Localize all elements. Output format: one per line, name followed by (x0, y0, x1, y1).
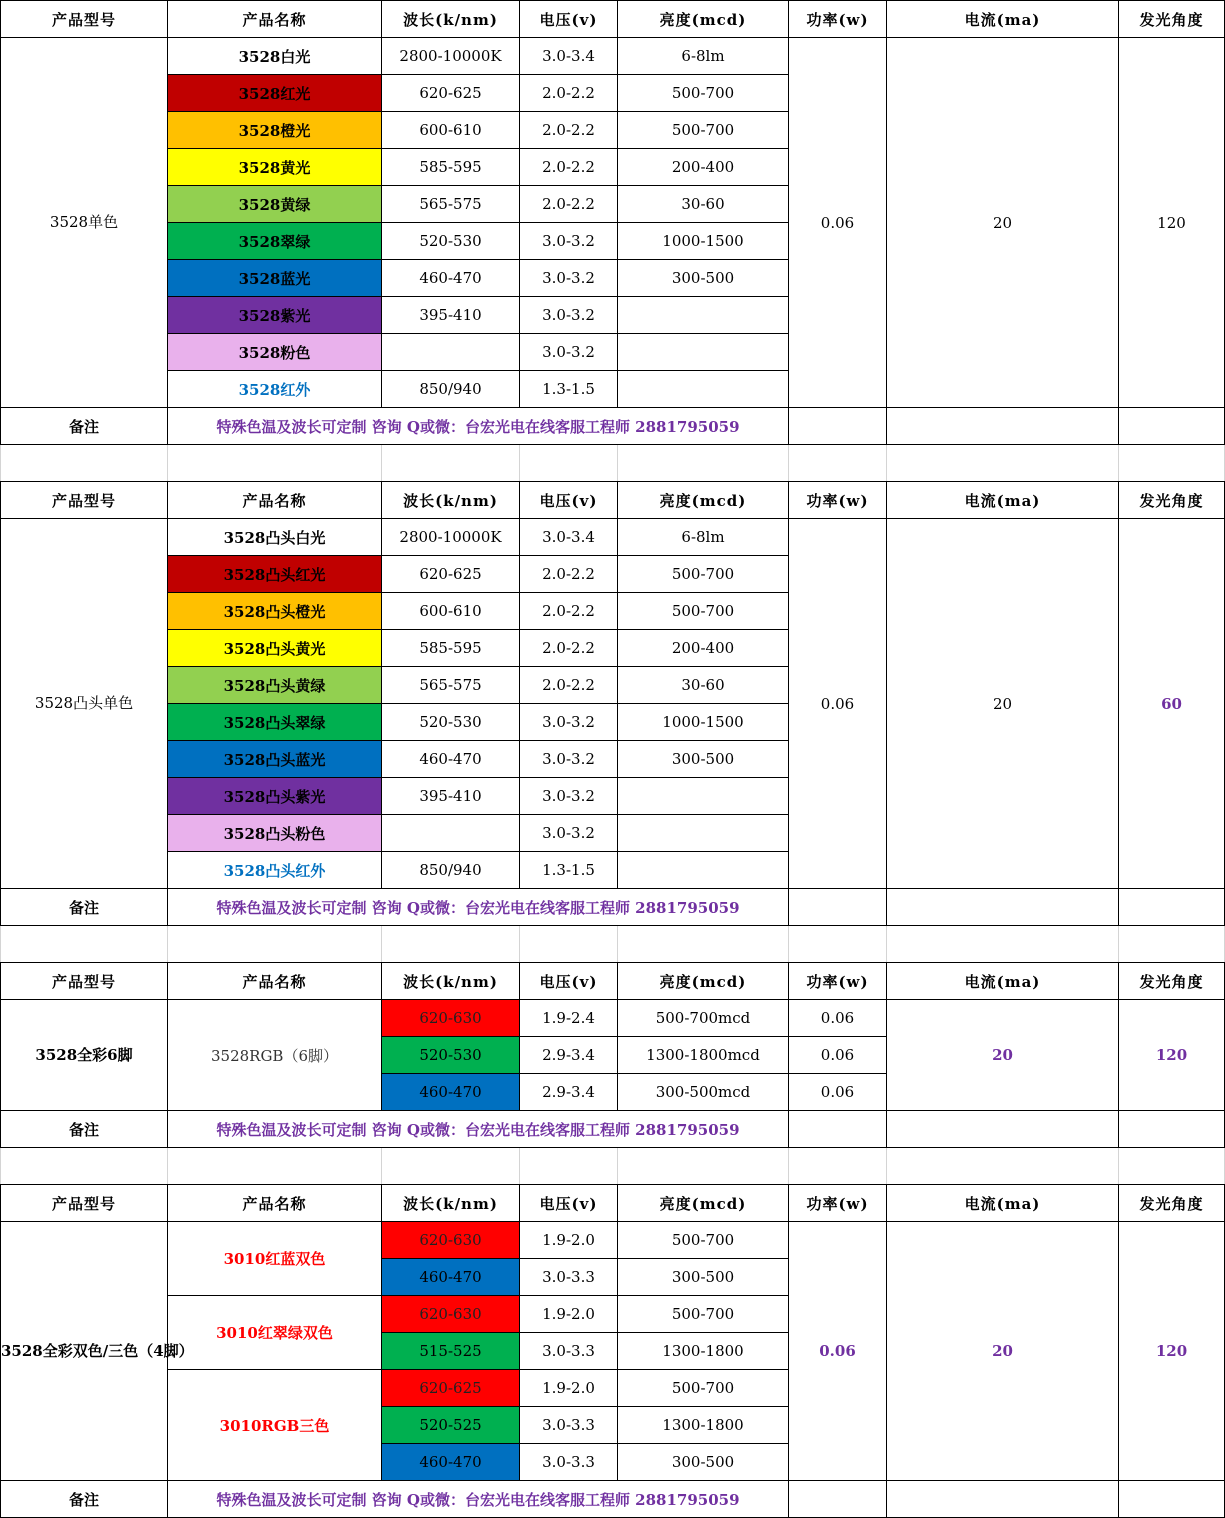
product-name[interactable]: 3528凸头橙光 (168, 593, 382, 630)
voltage-cell[interactable]: 3.0-3.3 (520, 1407, 618, 1444)
header-wavelength[interactable]: 波长(k/nm) (382, 963, 520, 1000)
brightness-cell[interactable] (618, 815, 789, 852)
voltage-cell[interactable]: 1.9-2.0 (520, 1222, 618, 1259)
header-voltage[interactable]: 电压(v) (520, 1185, 618, 1222)
voltage-cell[interactable]: 1.9-2.4 (520, 1000, 618, 1037)
header-current[interactable]: 电流(ma) (887, 1185, 1119, 1222)
header-power[interactable]: 功率(w) (789, 482, 887, 519)
product-name[interactable]: 3528橙光 (168, 112, 382, 149)
remark-text[interactable]: 特殊色温及波长可定制 咨询 Q或微：台宏光电在线客服工程师 2881795059 (168, 1481, 789, 1518)
cell[interactable] (789, 889, 887, 926)
wavelength-cell[interactable]: 460-470 (382, 1444, 520, 1481)
product-name[interactable]: 3528RGB（6脚） (168, 1000, 382, 1111)
wavelength-cell[interactable]: 620-625 (382, 75, 520, 112)
voltage-cell[interactable]: 3.0-3.2 (520, 223, 618, 260)
wavelength-cell[interactable]: 520-525 (382, 1407, 520, 1444)
voltage-cell[interactable]: 2.0-2.2 (520, 556, 618, 593)
voltage-cell[interactable]: 1.9-2.0 (520, 1296, 618, 1333)
brightness-cell[interactable] (618, 852, 789, 889)
empty-cell[interactable] (618, 445, 789, 482)
wavelength-cell[interactable]: 620-630 (382, 1296, 520, 1333)
wavelength-cell[interactable]: 850/940 (382, 852, 520, 889)
voltage-cell[interactable]: 3.0-3.3 (520, 1444, 618, 1481)
product-name[interactable]: 3528黄光 (168, 149, 382, 186)
brightness-cell[interactable]: 300-500mcd (618, 1074, 789, 1111)
header-power[interactable]: 功率(w) (789, 1, 887, 38)
brightness-cell[interactable]: 500-700 (618, 593, 789, 630)
voltage-cell[interactable]: 1.9-2.0 (520, 1370, 618, 1407)
wavelength-cell[interactable]: 600-610 (382, 593, 520, 630)
wavelength-cell[interactable]: 520-530 (382, 1037, 520, 1074)
header-model[interactable]: 产品型号 (1, 1185, 168, 1222)
wavelength-cell[interactable]: 565-575 (382, 186, 520, 223)
header-brightness[interactable]: 亮度(mcd) (618, 963, 789, 1000)
product-name[interactable]: 3528凸头蓝光 (168, 741, 382, 778)
power-cell[interactable]: 0.06 (789, 38, 887, 408)
product-name[interactable]: 3528红外 (168, 371, 382, 408)
empty-cell[interactable] (382, 926, 520, 963)
header-model[interactable]: 产品型号 (1, 1, 168, 38)
voltage-cell[interactable]: 3.0-3.2 (520, 260, 618, 297)
voltage-cell[interactable]: 2.9-3.4 (520, 1037, 618, 1074)
product-name[interactable]: 3528翠绿 (168, 223, 382, 260)
brightness-cell[interactable]: 300-500 (618, 1444, 789, 1481)
remark-row (1, 408, 1225, 445)
voltage-cell[interactable]: 2.9-3.4 (520, 1074, 618, 1111)
header-brightness[interactable]: 亮度(mcd) (618, 1185, 789, 1222)
voltage-cell[interactable]: 3.0-3.4 (520, 519, 618, 556)
empty-cell[interactable] (1, 1148, 168, 1185)
header-model[interactable]: 产品型号 (1, 963, 168, 1000)
voltage-cell[interactable]: 1.3-1.5 (520, 371, 618, 408)
header-wavelength[interactable]: 波长(k/nm) (382, 1, 520, 38)
voltage-cell[interactable]: 3.0-3.2 (520, 297, 618, 334)
voltage-cell[interactable]: 3.0-3.3 (520, 1259, 618, 1296)
voltage-cell[interactable]: 2.0-2.2 (520, 630, 618, 667)
brightness-cell[interactable]: 1000-1500 (618, 223, 789, 260)
empty-cell[interactable] (789, 1148, 887, 1185)
header-power[interactable]: 功率(w) (789, 963, 887, 1000)
header-row (1, 963, 1225, 1000)
brightness-cell[interactable]: 200-400 (618, 630, 789, 667)
cell[interactable] (887, 408, 1119, 445)
power-cell[interactable]: 0.06 (789, 1222, 887, 1481)
remark-text[interactable]: 特殊色温及波长可定制 咨询 Q或微：台宏光电在线客服工程师 2881795059 (168, 1111, 789, 1148)
brightness-cell[interactable]: 500-700 (618, 75, 789, 112)
empty-cell[interactable] (887, 445, 1119, 482)
empty-cell[interactable] (382, 445, 520, 482)
header-current[interactable]: 电流(ma) (887, 482, 1119, 519)
power-cell[interactable]: 0.06 (789, 1000, 887, 1037)
empty-cell[interactable] (618, 1148, 789, 1185)
wavelength-cell[interactable]: 585-595 (382, 149, 520, 186)
cell[interactable] (1119, 1481, 1225, 1518)
empty-cell[interactable] (1, 926, 168, 963)
wavelength-cell[interactable]: 585-595 (382, 630, 520, 667)
header-current[interactable]: 电流(ma) (887, 963, 1119, 1000)
header-name[interactable]: 产品名称 (168, 482, 382, 519)
header-model[interactable]: 产品型号 (1, 482, 168, 519)
product-name[interactable]: 3528粉色 (168, 334, 382, 371)
empty-cell[interactable] (887, 1148, 1119, 1185)
brightness-cell[interactable]: 1300-1800mcd (618, 1037, 789, 1074)
header-brightness[interactable]: 亮度(mcd) (618, 482, 789, 519)
header-angle[interactable]: 发光角度 (1119, 482, 1225, 519)
header-power[interactable]: 功率(w) (789, 1185, 887, 1222)
voltage-cell[interactable]: 3.0-3.3 (520, 1333, 618, 1370)
empty-cell[interactable] (618, 926, 789, 963)
header-name[interactable]: 产品名称 (168, 1185, 382, 1222)
brightness-cell[interactable]: 300-500 (618, 741, 789, 778)
brightness-cell[interactable] (618, 334, 789, 371)
wavelength-cell[interactable]: 460-470 (382, 1074, 520, 1111)
header-current[interactable]: 电流(ma) (887, 1, 1119, 38)
table-row (1, 519, 1225, 556)
table-row (1, 38, 1225, 75)
wavelength-cell[interactable]: 620-625 (382, 1370, 520, 1407)
brightness-cell[interactable] (618, 778, 789, 815)
wavelength-cell[interactable]: 620-630 (382, 1222, 520, 1259)
header-name[interactable]: 产品名称 (168, 1, 382, 38)
product-name[interactable]: 3010RGB三色 (168, 1370, 382, 1481)
wavelength-cell[interactable]: 565-575 (382, 667, 520, 704)
empty-cell[interactable] (1119, 445, 1225, 482)
empty-cell[interactable] (520, 1148, 618, 1185)
voltage-cell[interactable]: 2.0-2.2 (520, 186, 618, 223)
brightness-cell[interactable]: 6-8lm (618, 38, 789, 75)
remark-text[interactable]: 特殊色温及波长可定制 咨询 Q或微：台宏光电在线客服工程师 2881795059 (168, 408, 789, 445)
brightness-cell[interactable] (618, 297, 789, 334)
wavelength-cell[interactable]: 395-410 (382, 778, 520, 815)
voltage-cell[interactable]: 3.0-3.2 (520, 334, 618, 371)
wavelength-cell[interactable]: 460-470 (382, 1259, 520, 1296)
brightness-cell[interactable]: 500-700 (618, 1370, 789, 1407)
power-cell[interactable]: 0.06 (789, 1074, 887, 1111)
model-cell[interactable]: 3528全彩双色/三色（4脚） (1, 1222, 168, 1481)
header-row (1, 1185, 1225, 1222)
product-name[interactable]: 3010红翠绿双色 (168, 1296, 382, 1370)
cell[interactable] (789, 1481, 887, 1518)
current-cell[interactable]: 20 (887, 1000, 1119, 1111)
header-angle[interactable]: 发光角度 (1119, 1, 1225, 38)
header-wavelength[interactable]: 波长(k/nm) (382, 1185, 520, 1222)
wavelength-cell[interactable]: 460-470 (382, 741, 520, 778)
wavelength-cell[interactable]: 2800-10000K (382, 38, 520, 75)
cell[interactable] (887, 889, 1119, 926)
product-name[interactable]: 3528凸头红外 (168, 852, 382, 889)
brightness-cell[interactable]: 30-60 (618, 667, 789, 704)
brightness-cell[interactable]: 300-500 (618, 260, 789, 297)
product-name[interactable]: 3528蓝光 (168, 260, 382, 297)
empty-cell[interactable] (789, 926, 887, 963)
remark-label[interactable]: 备注 (1, 408, 168, 445)
empty-cell[interactable] (382, 1148, 520, 1185)
product-name[interactable]: 3528黄绿 (168, 186, 382, 223)
wavelength-cell[interactable] (382, 815, 520, 852)
product-name[interactable]: 3528红光 (168, 75, 382, 112)
empty-cell[interactable] (520, 926, 618, 963)
brightness-cell[interactable]: 1000-1500 (618, 704, 789, 741)
voltage-cell[interactable]: 2.0-2.2 (520, 593, 618, 630)
voltage-cell[interactable]: 3.0-3.2 (520, 741, 618, 778)
brightness-cell[interactable]: 30-60 (618, 186, 789, 223)
voltage-cell[interactable]: 1.3-1.5 (520, 852, 618, 889)
voltage-cell[interactable]: 2.0-2.2 (520, 667, 618, 704)
empty-cell[interactable] (168, 445, 382, 482)
empty-cell[interactable] (520, 445, 618, 482)
empty-cell[interactable] (1119, 1148, 1225, 1185)
wavelength-cell[interactable]: 2800-10000K (382, 519, 520, 556)
voltage-cell[interactable]: 3.0-3.2 (520, 704, 618, 741)
header-brightness[interactable]: 亮度(mcd) (618, 1, 789, 38)
angle-cell[interactable]: 120 (1119, 1000, 1225, 1111)
spacer-row (1, 1148, 1225, 1185)
remark-label[interactable]: 备注 (1, 1481, 168, 1518)
spacer-row (1, 445, 1225, 482)
wavelength-cell[interactable]: 460-470 (382, 260, 520, 297)
cell[interactable] (789, 408, 887, 445)
brightness-cell[interactable]: 500-700 (618, 1222, 789, 1259)
empty-cell[interactable] (887, 926, 1119, 963)
model-cell[interactable]: 3528全彩6脚 (1, 1000, 168, 1111)
header-row (1, 482, 1225, 519)
product-name[interactable]: 3010红蓝双色 (168, 1222, 382, 1296)
header-row (1, 1, 1225, 38)
table-row (1, 1222, 1225, 1259)
voltage-cell[interactable]: 2.0-2.2 (520, 75, 618, 112)
header-voltage[interactable]: 电压(v) (520, 1, 618, 38)
product-name[interactable]: 3528凸头紫光 (168, 778, 382, 815)
empty-cell[interactable] (168, 926, 382, 963)
brightness-cell[interactable]: 200-400 (618, 149, 789, 186)
cell[interactable] (789, 1111, 887, 1148)
brightness-cell[interactable] (618, 371, 789, 408)
empty-cell[interactable] (1, 445, 168, 482)
wavelength-cell[interactable]: 515-525 (382, 1333, 520, 1370)
voltage-cell[interactable]: 2.0-2.2 (520, 149, 618, 186)
remark-label[interactable]: 备注 (1, 889, 168, 926)
brightness-cell[interactable]: 1300-1800 (618, 1333, 789, 1370)
brightness-cell[interactable]: 6-8lm (618, 519, 789, 556)
product-name[interactable]: 3528紫光 (168, 297, 382, 334)
brightness-cell[interactable]: 500-700 (618, 112, 789, 149)
empty-cell[interactable] (168, 1148, 382, 1185)
model-cell[interactable]: 3528凸头单色 (1, 519, 168, 889)
cell[interactable] (1119, 889, 1225, 926)
brightness-cell[interactable]: 500-700 (618, 1296, 789, 1333)
model-cell[interactable]: 3528单色 (1, 38, 168, 408)
wavelength-cell[interactable]: 850/940 (382, 371, 520, 408)
voltage-cell[interactable]: 3.0-3.2 (520, 778, 618, 815)
spacer-row (1, 926, 1225, 963)
remark-row (1, 1481, 1225, 1518)
brightness-cell[interactable]: 500-700mcd (618, 1000, 789, 1037)
wavelength-cell[interactable]: 520-530 (382, 223, 520, 260)
remark-row (1, 889, 1225, 926)
header-name[interactable]: 产品名称 (168, 963, 382, 1000)
header-wavelength[interactable]: 波长(k/nm) (382, 482, 520, 519)
header-voltage[interactable]: 电压(v) (520, 963, 618, 1000)
header-voltage[interactable]: 电压(v) (520, 482, 618, 519)
cell[interactable] (887, 1111, 1119, 1148)
cell[interactable] (1119, 1111, 1225, 1148)
product-name[interactable]: 3528凸头黄光 (168, 630, 382, 667)
wavelength-cell[interactable]: 520-530 (382, 704, 520, 741)
current-cell[interactable]: 20 (887, 38, 1119, 408)
product-name[interactable]: 3528凸头粉色 (168, 815, 382, 852)
empty-cell[interactable] (789, 445, 887, 482)
header-angle[interactable]: 发光角度 (1119, 1185, 1225, 1222)
voltage-cell[interactable]: 3.0-3.4 (520, 38, 618, 75)
current-cell[interactable]: 20 (887, 519, 1119, 889)
voltage-cell[interactable]: 3.0-3.2 (520, 815, 618, 852)
wavelength-cell[interactable]: 395-410 (382, 297, 520, 334)
cell[interactable] (1119, 408, 1225, 445)
empty-cell[interactable] (1119, 926, 1225, 963)
product-name[interactable]: 3528凸头红光 (168, 556, 382, 593)
angle-cell[interactable]: 120 (1119, 38, 1225, 408)
wavelength-cell[interactable]: 620-630 (382, 1000, 520, 1037)
angle-cell[interactable]: 120 (1119, 1222, 1225, 1481)
brightness-cell[interactable]: 500-700 (618, 556, 789, 593)
current-cell[interactable]: 20 (887, 1222, 1119, 1481)
wavelength-cell[interactable] (382, 334, 520, 371)
product-name[interactable]: 3528凸头翠绿 (168, 704, 382, 741)
brightness-cell[interactable]: 1300-1800 (618, 1407, 789, 1444)
brightness-cell[interactable]: 300-500 (618, 1259, 789, 1296)
wavelength-cell[interactable]: 620-625 (382, 556, 520, 593)
power-cell[interactable]: 0.06 (789, 1037, 887, 1074)
voltage-cell[interactable]: 2.0-2.2 (520, 112, 618, 149)
product-name[interactable]: 3528白光 (168, 38, 382, 75)
angle-cell[interactable]: 60 (1119, 519, 1225, 889)
table-row (1, 1000, 1225, 1037)
header-angle[interactable]: 发光角度 (1119, 963, 1225, 1000)
product-name[interactable]: 3528凸头白光 (168, 519, 382, 556)
power-cell[interactable]: 0.06 (789, 519, 887, 889)
cell[interactable] (887, 1481, 1119, 1518)
remark-label[interactable]: 备注 (1, 1111, 168, 1148)
product-name[interactable]: 3528凸头黄绿 (168, 667, 382, 704)
wavelength-cell[interactable]: 600-610 (382, 112, 520, 149)
remark-row (1, 1111, 1225, 1148)
remark-text[interactable]: 特殊色温及波长可定制 咨询 Q或微：台宏光电在线客服工程师 2881795059 (168, 889, 789, 926)
